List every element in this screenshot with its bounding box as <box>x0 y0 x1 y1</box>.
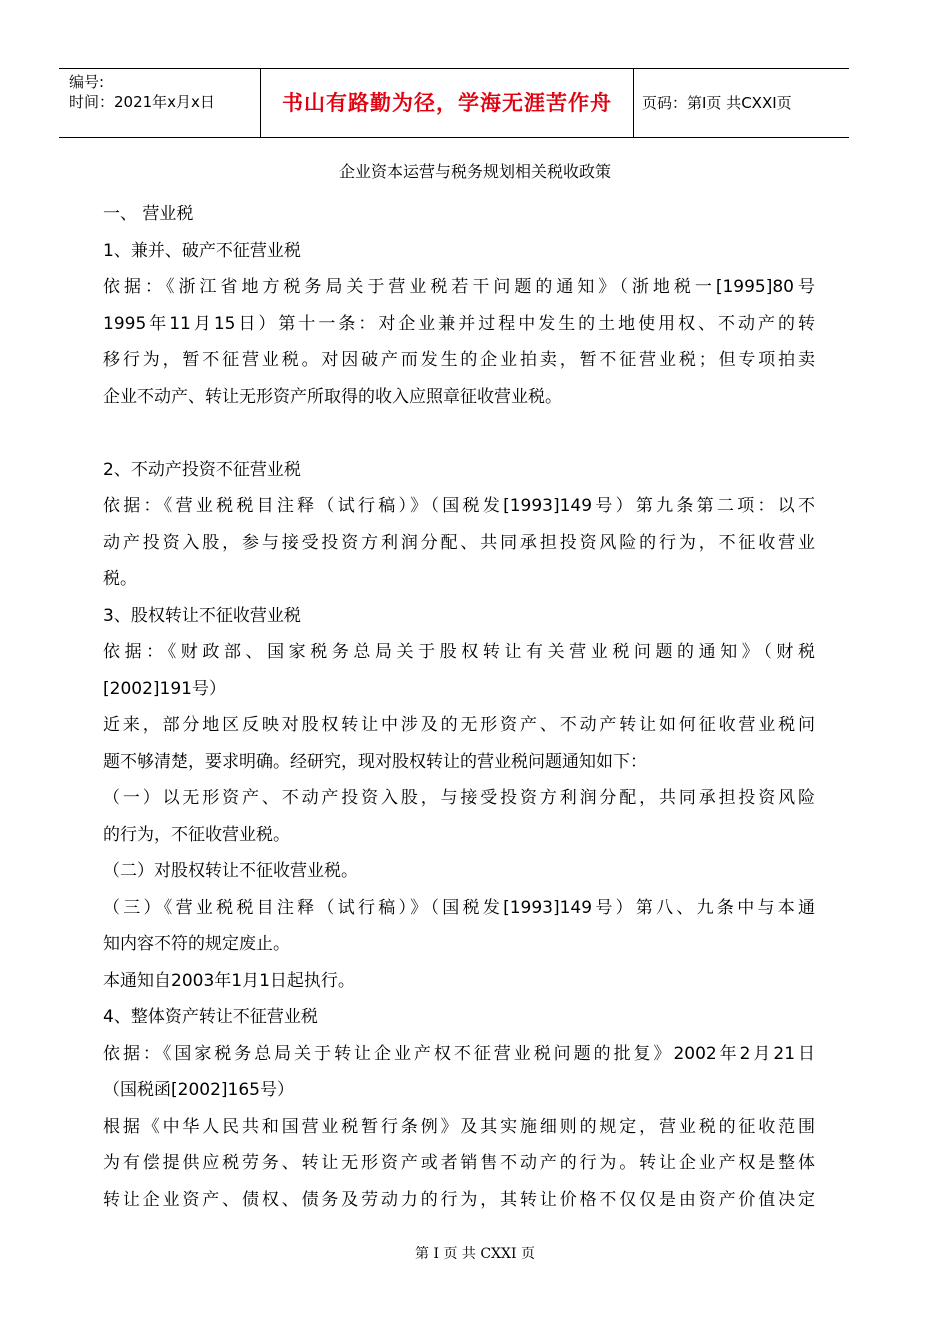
time-label: 时间：2021年x月x日 <box>69 93 215 111</box>
text-line: 近来，部分地区反映对股权转让中涉及的无形资产、不动产转让如何征收营业税问 <box>103 715 815 735</box>
text-line: （二）对股权转让不征收营业税。 <box>103 861 358 881</box>
page-footer: 第 I 页 共 CXXI 页 <box>415 1246 535 1262</box>
text-line: 依据：《营业税税目注释（试行稿）》（国税发[1993]149号）第九条第二项：以不 <box>103 496 815 516</box>
header-slogan-cell <box>260 69 634 137</box>
text-line: 移行为，暂不征营业税。对因破产而发生的企业拍卖，暂不征营业税；但专项拍卖 <box>103 350 815 370</box>
header-page-info: 页码：第I页 共CXXI页 <box>642 94 792 112</box>
text-line: 本通知自2003年1月1日起执行。 <box>103 970 355 991</box>
text-line: 依据：《国家税务总局关于转让企业产权不征营业税问题的批复》2002年2月21日 <box>103 1043 815 1064</box>
text-line: 知内容不符的规定废止。 <box>103 934 290 954</box>
text-line: 一、 营业税 <box>103 204 194 224</box>
text-line: [2002]191号） <box>103 678 226 699</box>
text-line: 动产投资入股，参与接受投资方利润分配、共同承担投资风险的行为，不征收营业 <box>103 532 815 553</box>
text-line: 企业不动产、转让无形资产所取得的收入应照章征收营业税。 <box>103 386 562 407</box>
text-line: 依据：《浙江省地方税务局关于营业税若干问题的通知》（浙地税一[1995]80号 <box>103 277 815 297</box>
text-line: 的行为，不征收营业税。 <box>103 824 290 845</box>
document-body <box>103 196 815 1218</box>
text-line: 为有偿提供应税劳务、转让无形资产或者销售不动产的行为。转让企业产权是整体 <box>103 1153 815 1173</box>
document-title: 企业资本运营与税务规划相关税收政策 <box>338 162 611 181</box>
text-line: 2、不动产投资不征营业税 <box>103 459 301 480</box>
text-line: 1、兼并、破产不征营业税 <box>103 240 301 261</box>
serial-label: 编号: <box>69 73 105 91</box>
text-line: 税。 <box>103 569 137 589</box>
text-line: 3、股权转让不征收营业税 <box>103 605 301 626</box>
text-line: 4、整体资产转让不征营业税 <box>103 1007 318 1027</box>
text-line: 根据《中华人民共和国营业税暂行条例》及其实施细则的规定，营业税的征收范围 <box>103 1116 815 1137</box>
blank-line <box>103 415 815 452</box>
header-slogan: 书山有路勤为径，学海无涯苦作舟 <box>282 91 612 115</box>
text-line: （三）《营业税税目注释（试行稿）》（国税发[1993]149号）第八、九条中与本通 <box>103 897 815 918</box>
text-line: 转让企业资产、债权、债务及劳动力的行为，其转让价格不仅仅是由资产价值决定 <box>103 1189 815 1210</box>
header-meta <box>59 69 260 137</box>
page-header <box>59 68 849 138</box>
text-line: 1995年11月15日）第十一条：对企业兼并过程中发生的土地使用权、不动产的转 <box>103 313 815 334</box>
text-line: 依据：《财政部、国家税务总局关于股权转让有关营业税问题的通知》（财税 <box>103 642 815 662</box>
text-line: （一）以无形资产、不动产投资入股，与接受投资方利润分配，共同承担投资风险 <box>103 788 815 808</box>
text-line: 题不够清楚，要求明确。经研究，现对股权转让的营业税问题通知如下： <box>103 751 647 772</box>
text-line: （国税函[2002]165号） <box>103 1080 294 1100</box>
